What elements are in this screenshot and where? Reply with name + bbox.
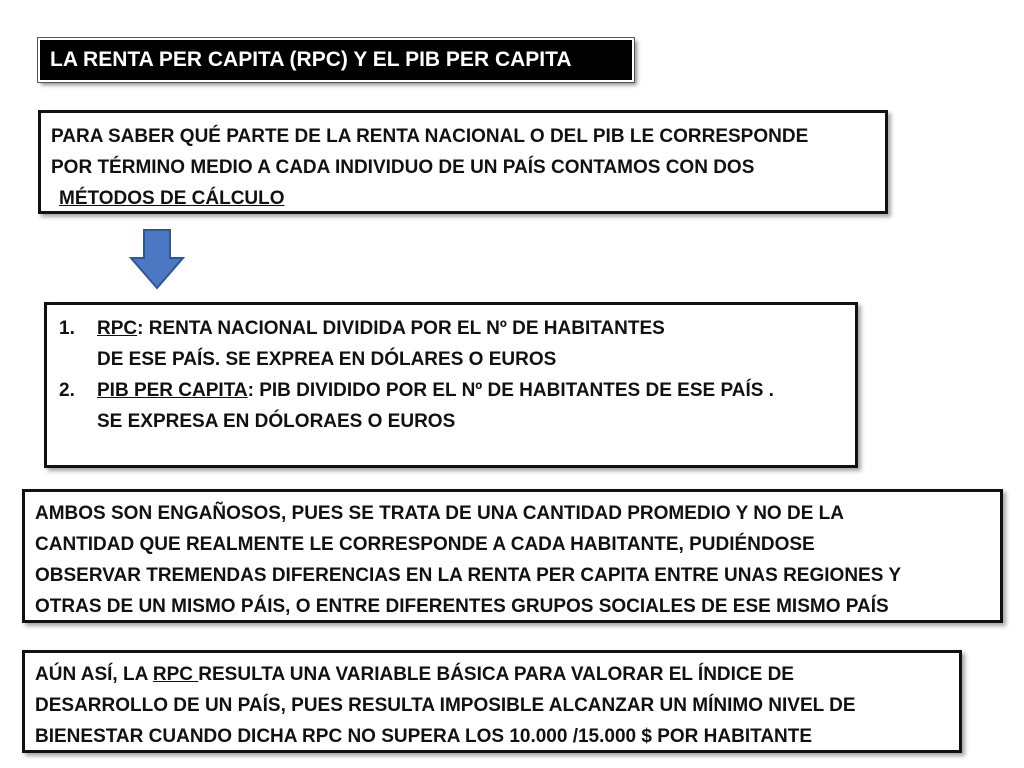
intro-line-3: [51, 183, 875, 214]
method-2-number: 2.: [59, 380, 75, 401]
method-2-line-b: SE EXPRESA EN DÓLORAES O EUROS: [97, 411, 456, 432]
caveat-line-3: OBSERVAR TREMENDAS DIFERENCIAS EN LA RENTA PER CAPITA ENTRE UNAS REGIONES Y: [35, 565, 901, 586]
caveat-line-4: OTRAS DE UN MISMO PÁIS, O ENTRE DIFERENTES GRUPOS SOCIALES DE ESE MISMO PAÍS: [35, 596, 889, 617]
conclusion-line-2: DESARROLLO DE UN PAÍS, PUES RESULTA IMPOSIBLE ALCANZAR UN MÍNIMO NIVEL DE: [35, 695, 856, 716]
method-1-term: RPC: [97, 318, 138, 339]
method-1-number: 1.: [59, 318, 75, 339]
conclusion-line-3: BIENESTAR CUANDO DICHA RPC NO SUPERA LOS 10.000 /15.000 $ POR HABITANTE: [35, 726, 813, 747]
method-2-term: PIB PER CAPITA: [97, 380, 248, 401]
down-arrow-icon: [129, 228, 185, 290]
intro-line-2: POR TÉRMINO MEDIO A CADA INDIVIDUO DE UN PAÍS CONTAMOS CON DOS: [51, 157, 755, 178]
conclusion-line-1: [35, 659, 949, 690]
caveat-line-1: AMBOS SON ENGAÑOSOS, PUES SE TRATA DE UNA CANTIDAD PROMEDIO Y NO DE LA: [35, 503, 844, 524]
method-1-line-b: DE ESE PAÍS. SE EXPREA EN DÓLARES O EUROS: [97, 349, 557, 370]
conclusion-rpc-term: RPC: [152, 664, 199, 685]
method-2-text-a: : PIB DIVIDIDO POR EL Nº DE HABITANTES DE ESE PAÍS .: [247, 380, 774, 401]
slide-title: LA RENTA PER CAPITA (RPC) Y EL PIB PER CAPITA: [38, 38, 634, 82]
conclusion-line-1-post: RESULTA UNA VARIABLE BÁSICA PARA VALORAR EL ÍNDICE DE: [198, 664, 794, 685]
intro-line-1: PARA SABER QUÉ PARTE DE LA RENTA NACIONAL O DEL PIB LE CORRESPONDE: [51, 126, 809, 147]
method-1-line-a: [59, 313, 843, 344]
caveat-box: [22, 489, 1003, 623]
intro-box: [38, 110, 888, 214]
conclusion-line-1-pre: AÚN ASÍ, LA: [35, 664, 153, 685]
caveat-line-2: CANTIDAD QUE REALMENTE LE CORRESPONDE A CADA HABITANTE, PUDIÉNDOSE: [35, 534, 815, 555]
conclusion-box: [22, 650, 962, 753]
method-1-text-a: : RENTA NACIONAL DIVIDIDA POR EL Nº DE HABITANTES: [137, 318, 665, 339]
method-2-line-a: [59, 375, 843, 406]
methods-box: [44, 302, 858, 468]
intro-methods-label: MÉTODOS DE CÁLCULO: [59, 188, 285, 209]
